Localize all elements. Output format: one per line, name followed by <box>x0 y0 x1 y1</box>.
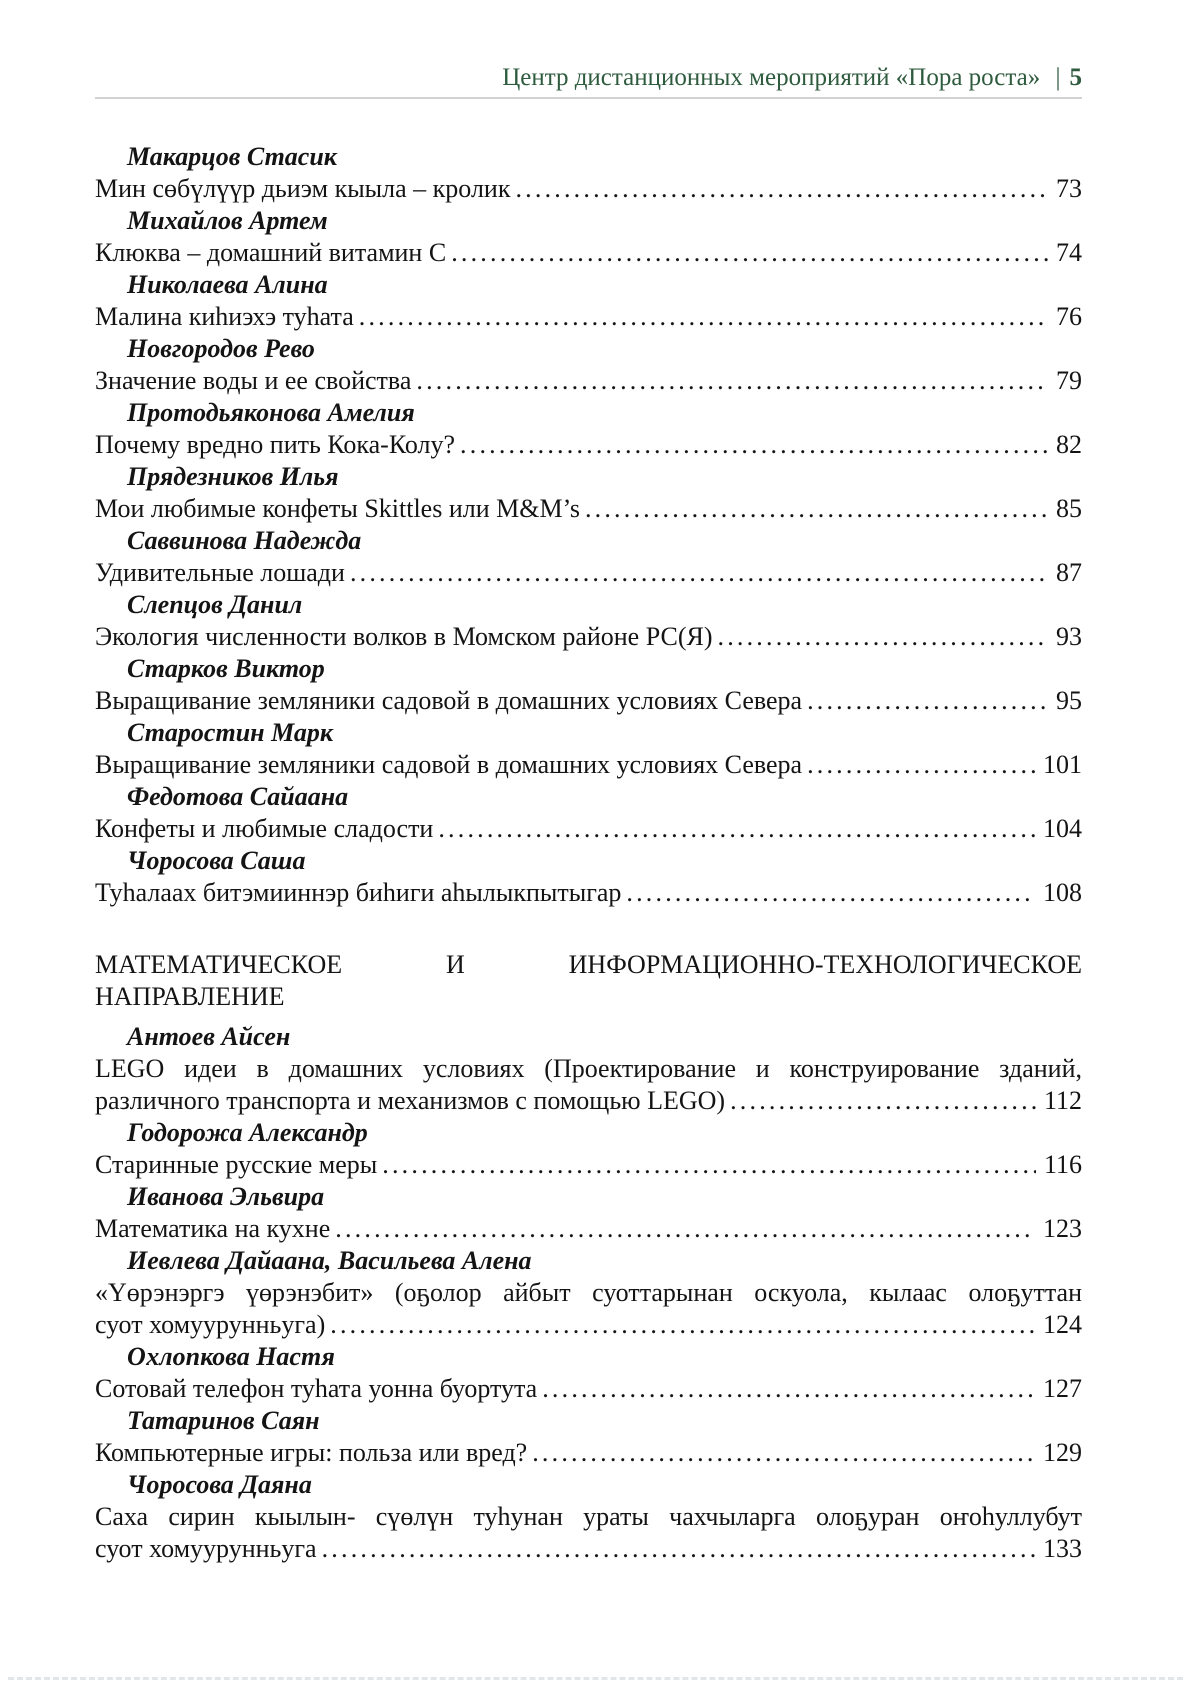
entry-title-row <box>95 1149 1082 1181</box>
entry-title: Удивительные лошади <box>95 558 345 587</box>
entry-title-row <box>95 173 1082 205</box>
dot-leader <box>626 877 1035 909</box>
toc-section <box>95 141 1082 909</box>
dot-leader <box>718 621 1049 653</box>
entry-title: Старинные русские меры <box>95 1150 378 1179</box>
entry-author: Старков Виктор <box>127 654 325 683</box>
entry-page-number: 112 <box>1043 1086 1082 1115</box>
entry-title: Малина киһиэхэ туһата <box>95 302 354 331</box>
entry-title-line: LEGO идеи в домашних условиях (Проектирование и конструирование зданий, <box>95 1054 1082 1083</box>
entry-page-number: 76 <box>1056 302 1082 331</box>
entry-title: Экология численности волков в Момском районе РС(Я) <box>95 622 713 651</box>
entry-author: Иванова Эльвира <box>127 1182 325 1211</box>
entry-page-number: 87 <box>1056 558 1082 587</box>
entry-title-row <box>95 1309 1082 1341</box>
entry-page-number: 73 <box>1056 174 1082 203</box>
entry-author: Чоросова Даяна <box>127 1470 312 1499</box>
entry-title-line: «Үөрэнэргэ үөрэнэбит» (оҕолор айбыт суоттарынан оскуола, кылаас олоҕуттан <box>95 1278 1082 1307</box>
entry-title: Клюква – домашний витамин С <box>95 238 447 267</box>
entry-page-number: 101 <box>1043 750 1082 779</box>
entry-author: Протодьяконова Амелия <box>127 398 415 427</box>
entry-author: Антоев Айсен <box>127 1022 291 1051</box>
entry-title-row <box>95 301 1082 333</box>
entry-title-row <box>95 237 1082 269</box>
entry-author: Новгородов Рево <box>127 334 315 363</box>
entry-title: Туһалаах битэмииннэр биһиги аһылыкпытыгар <box>95 878 622 907</box>
entry-page-number: 108 <box>1043 878 1082 907</box>
entry-page-number: 127 <box>1043 1374 1082 1403</box>
header-separator: | <box>1055 64 1061 91</box>
entry-page-number: 133 <box>1043 1534 1082 1563</box>
entry-page-number: 129 <box>1043 1438 1082 1467</box>
entry-page-number: 82 <box>1056 430 1082 459</box>
entry-page-number: 95 <box>1056 686 1082 715</box>
dot-leader <box>335 1213 1035 1245</box>
entry-title: Математика на кухне <box>95 1214 331 1243</box>
dot-leader <box>542 1373 1035 1405</box>
entry-author: Слепцов Данил <box>127 590 303 619</box>
header-page-number: 5 <box>1069 64 1082 91</box>
dot-leader <box>350 557 1048 589</box>
entry-author: Чоросова Саша <box>127 846 306 875</box>
entry-page-number: 74 <box>1056 238 1082 267</box>
entry-title: Мои любимые конфеты Skittles или M&M’s <box>95 494 580 523</box>
entry-author: Старостин Марк <box>127 718 334 747</box>
entry-author: Прядезников Илья <box>127 462 339 491</box>
entry-author: Саввинова Надежда <box>127 526 362 555</box>
entry-title-row <box>95 1213 1082 1245</box>
entry-title-row <box>95 621 1082 653</box>
entry-title: суот хомуурунньуга <box>95 1534 317 1563</box>
section-heading-line: НАПРАВЛЕНИЕ <box>95 982 285 1011</box>
dot-leader <box>585 493 1048 525</box>
entry-title-row <box>95 813 1082 845</box>
entry-page-number: 123 <box>1043 1214 1082 1243</box>
entry-title-row <box>95 877 1082 909</box>
entry-title-row <box>95 1437 1082 1469</box>
dot-leader <box>382 1149 1036 1181</box>
entry-title-row <box>95 1085 1082 1117</box>
entry-author: Николаева Алина <box>127 270 328 299</box>
entry-title: Выращивание земляники садовой в домашних условиях Севера <box>95 686 803 715</box>
header-title: Центр дистанционных мероприятий «Пора роста» <box>502 64 1041 91</box>
entry-title: Значение воды и ее свойства <box>95 366 412 395</box>
entry-page-number: 93 <box>1056 622 1082 651</box>
entry-title-row <box>95 557 1082 589</box>
entry-title-line: Саха сирин кыылын- сүөлүн туһунан ураты чахчыларга олоҕуран оҥоһуллубут <box>95 1502 1082 1531</box>
entry-title-row <box>95 1373 1082 1405</box>
entry-author: Федотова Сайаана <box>127 782 349 811</box>
dot-leader <box>330 1309 1035 1341</box>
entry-page-number: 79 <box>1056 366 1082 395</box>
entry-page-number: 85 <box>1056 494 1082 523</box>
entry-author: Михайлов Артем <box>127 206 328 235</box>
entry-title: Сотовай телефон туһата уонна буортута <box>95 1374 538 1403</box>
entry-title-row <box>95 429 1082 461</box>
dot-leader <box>515 173 1048 205</box>
entry-title: суот хомуурунньуга) <box>95 1310 326 1339</box>
section-heading-line: МАТЕМАТИЧЕСКОЕ И ИНФОРМАЦИОННО-ТЕХНОЛОГИЧЕСКОЕ <box>95 950 1082 979</box>
entry-author: Макарцов Стасик <box>127 142 337 171</box>
dot-leader <box>730 1085 1036 1117</box>
dot-leader <box>438 813 1035 845</box>
table-of-contents <box>95 141 1082 1565</box>
entry-title: различного транспорта и механизмов с помощью LEGO) <box>95 1086 726 1115</box>
entry-page-number: 124 <box>1043 1310 1082 1339</box>
dot-leader <box>322 1533 1035 1565</box>
page-bottom-edge <box>8 1677 1183 1680</box>
entry-author: Охлопкова Настя <box>127 1342 335 1371</box>
dot-leader <box>451 237 1048 269</box>
entry-title: Выращивание земляники садовой в домашних условиях Севера <box>95 750 803 779</box>
entry-author: Годорожа Александр <box>127 1118 368 1147</box>
entry-title: Компьютерные игры: польза или вред? <box>95 1438 528 1467</box>
dot-leader <box>532 1437 1035 1469</box>
dot-leader <box>807 749 1035 781</box>
entry-page-number: 104 <box>1043 814 1082 843</box>
entry-author: Татаринов Саян <box>127 1406 320 1435</box>
entry-title-row <box>95 749 1082 781</box>
toc-section <box>95 949 1082 1565</box>
entry-title-row <box>95 685 1082 717</box>
dot-leader <box>416 365 1048 397</box>
entry-title: Мин сөбүлүүр дьиэм кыыла – кролик <box>95 174 511 203</box>
entry-page-number: 116 <box>1043 1150 1082 1179</box>
dot-leader <box>460 429 1048 461</box>
dot-leader <box>359 301 1048 333</box>
section-heading <box>95 949 1082 1013</box>
entry-title: Почему вредно пить Кока-Колу? <box>95 430 456 459</box>
entry-title-row <box>95 1533 1082 1565</box>
entry-title: Конфеты и любимые сладости <box>95 814 434 843</box>
entry-title-row <box>95 493 1082 525</box>
dot-leader <box>807 685 1048 717</box>
header-rule <box>95 97 1082 99</box>
page-header <box>95 62 1082 94</box>
entry-title-row <box>95 365 1082 397</box>
entry-author: Иевлева Дайаана, Васильева Алена <box>127 1246 532 1275</box>
